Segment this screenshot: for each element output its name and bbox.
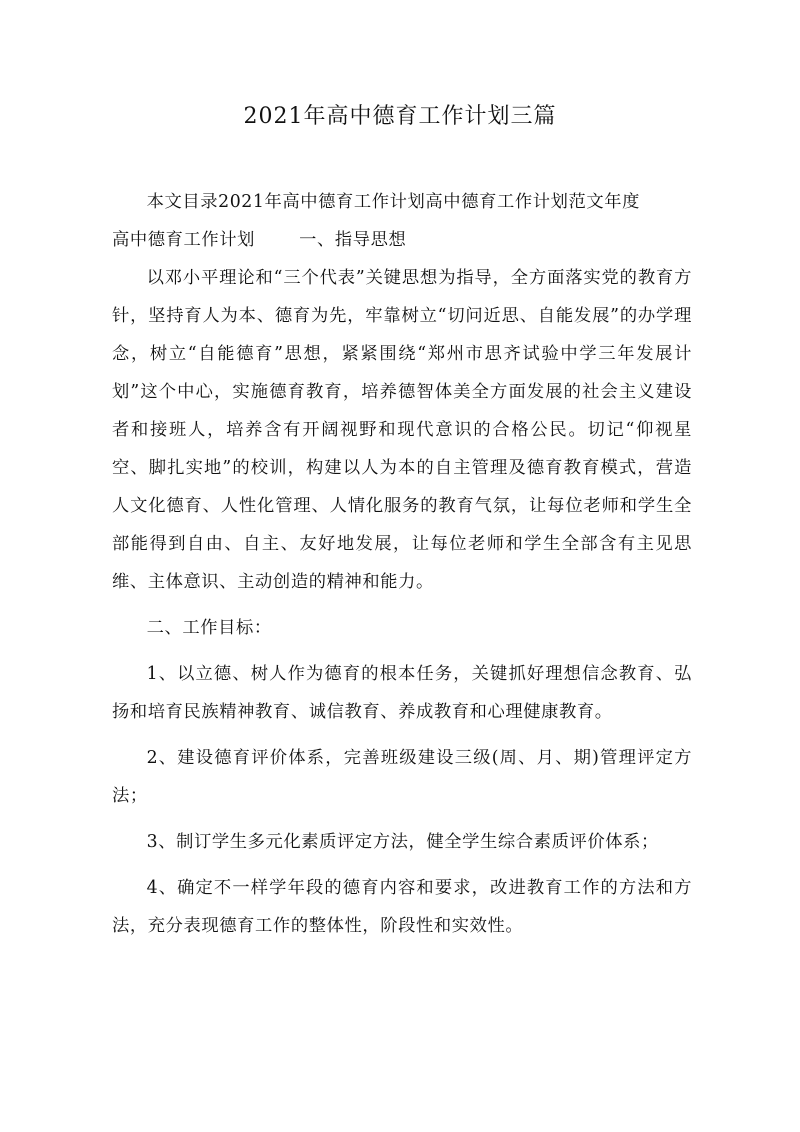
- intro-line-2: [112, 221, 692, 259]
- intro-line-1: 本文目录2021年高中德育工作计划高中德育工作计划范文年度: [146, 192, 641, 212]
- goal-item-1: 1、以立德、树人作为德育的根本任务，关键抓好理想信念教育、弘扬和培育民族精神教育、诚信教育、养成教育和心理健康教育。: [112, 664, 692, 722]
- heading-goals: 二、工作目标：: [146, 618, 272, 638]
- document-title: 2021年高中德育工作计划三篇: [243, 104, 557, 129]
- intro-toc-item: 高中德育工作计划: [112, 230, 256, 250]
- document-body: [112, 183, 692, 945]
- goal-item-4: 4、确定不一样学年段的德育内容和要求，改进教育工作的方法和方法，充分表现德育工作的整体性，阶段性和实效性。: [112, 878, 692, 936]
- heading-guiding: 一、指导思想: [299, 230, 407, 250]
- goal-item-2: 2、建设德育评价体系，完善班级建设三级(周、月、期)管理评定方法；: [112, 748, 692, 806]
- intro-paragraph: [112, 183, 692, 221]
- goal-item-3: 3、制订学生多元化素质评定方法，健全学生综合素质评价体系；: [146, 832, 659, 852]
- paragraph-guiding: 以邓小平理论和“三个代表”关键思想为指导，全方面落实党的教育方针，坚持育人为本、德育为先，牢靠树立“切问近思、自能发展”的办学理念，树立“自能德育”思想，紧紧围绕“郑州市思齐试验中学三年发展计划”这个中心，实施德育教育，培养德智体美全方面发展的社会主义建设者和接班人，培养含有开阔视野和现代意识的合格公民。切记“仰视星空、脚扎实地”的校训，构建以人为本的自主管理及德育教育模式，营造人文化德育、人性化管理、人情化服务的教育气氛，让每位老师和学生全部能得到自由、自主、友好地发展，让每位老师和学生全部含有主见思维、主体意识、主动创造的精神和能力。: [112, 268, 692, 592]
